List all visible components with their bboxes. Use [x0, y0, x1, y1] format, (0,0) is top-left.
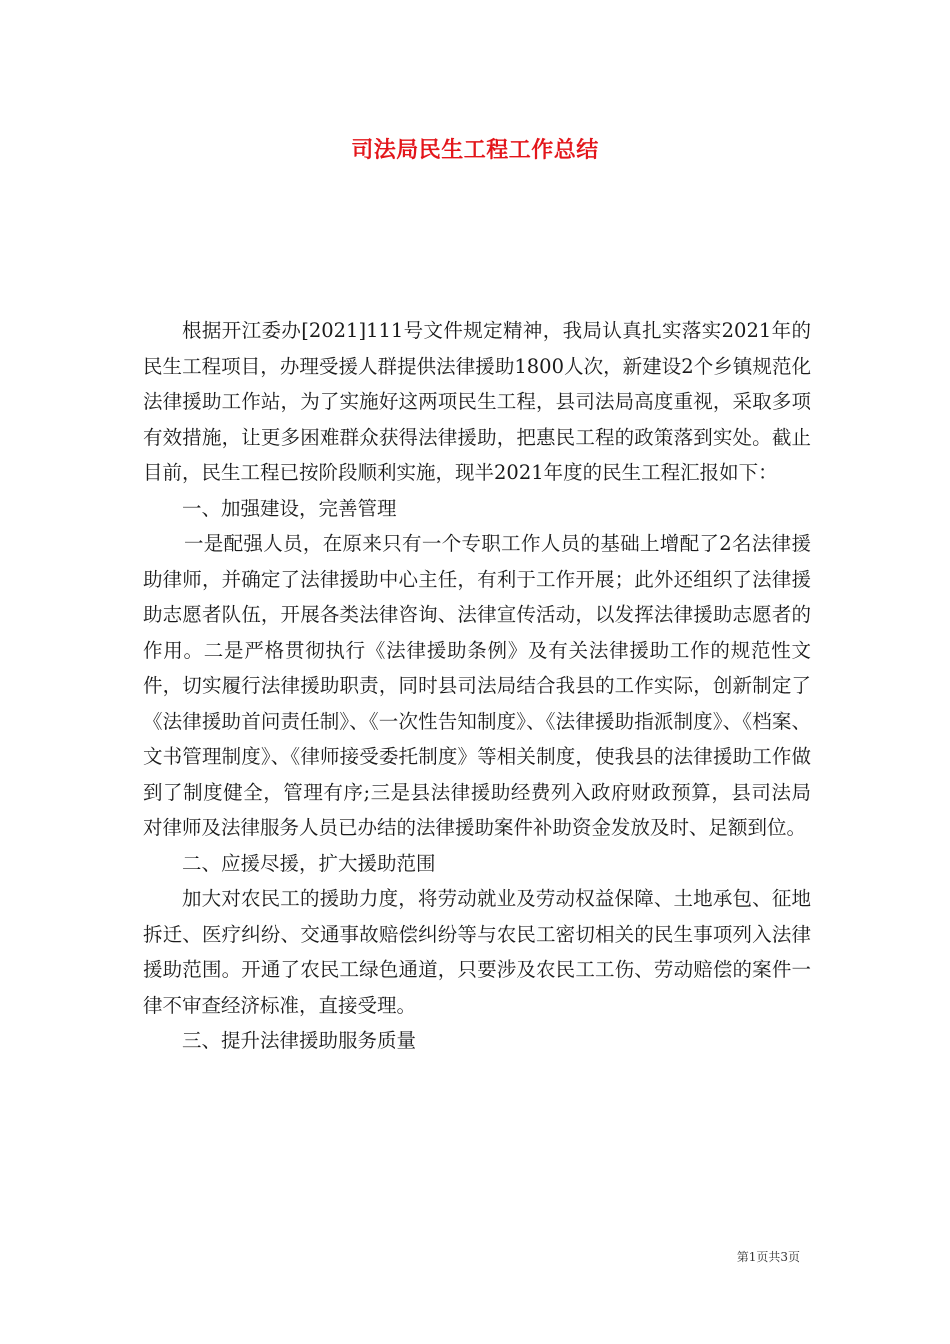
section-heading-3: 三、提升法律援助服务质量: [182, 1029, 417, 1052]
paragraph-section-1: 一是配强人员，在原来只有一个专职工作人员的基础上增配了2名法律援助律师，并确定了法律援助中心主任，有利于工作开展；此外还组织了法律援助志愿者队伍，开展各类法律咨询、法律宣传活动，以发挥法律援助志愿者的作用。二是严格贯彻执行《法律援助条例》及有关法律援助工作的规范性文件，切实履行法律援助职责，同时县司法局结合我县的工作实际，创新制定了《法律援助首问责任制》、《一次性告知制度》、《法律援助指派制度》、《档案、文书管理制度》、《律师接受委托制度》等相关制度，使我县的法律援助工作做到了制度健全，管理有序;三是县法律援助经费列入政府财政预算，县司法局对律师及法律服务人员已办结的法律援助案件补助资金发放及时、足额到位。: [143, 532, 811, 839]
paragraph-section-2: 加大对农民工的援助力度，将劳动就业及劳动权益保障、土地承包、征地拆迁、医疗纠纷、交通事故赔偿纠纷等与农民工密切相关的民生事项列入法律援助范围。开通了农民工绿色通道，只要涉及农民工工伤、劳动赔偿的案件一律不审查经济标准，直接受理。: [143, 887, 811, 1017]
section-heading-2: 二、应援尽援，扩大援助范围: [182, 851, 436, 875]
page-number: 第1页共3页: [736, 1250, 800, 1264]
document-title: 司法局民生工程工作总结: [351, 137, 599, 163]
document-body: [143, 313, 811, 1059]
paragraph-intro: 根据开江委办[2021]111号文件规定精神，我局认真扎实落实2021年的民生工程项目，办理受援人群提供法律援助1800人次，新建设2个乡镇规范化法律援助工作站，为了实施好这两项民生工程，县司法局高度重视，采取多项有效措施，让更多困难群众获得法律援助，把惠民工程的政策落到实处。截止目前，民生工程已按阶段顺利实施，现半2021年度的民生工程汇报如下：: [143, 319, 811, 484]
section-heading-1: 一、加强建设，完善管理: [182, 496, 397, 520]
